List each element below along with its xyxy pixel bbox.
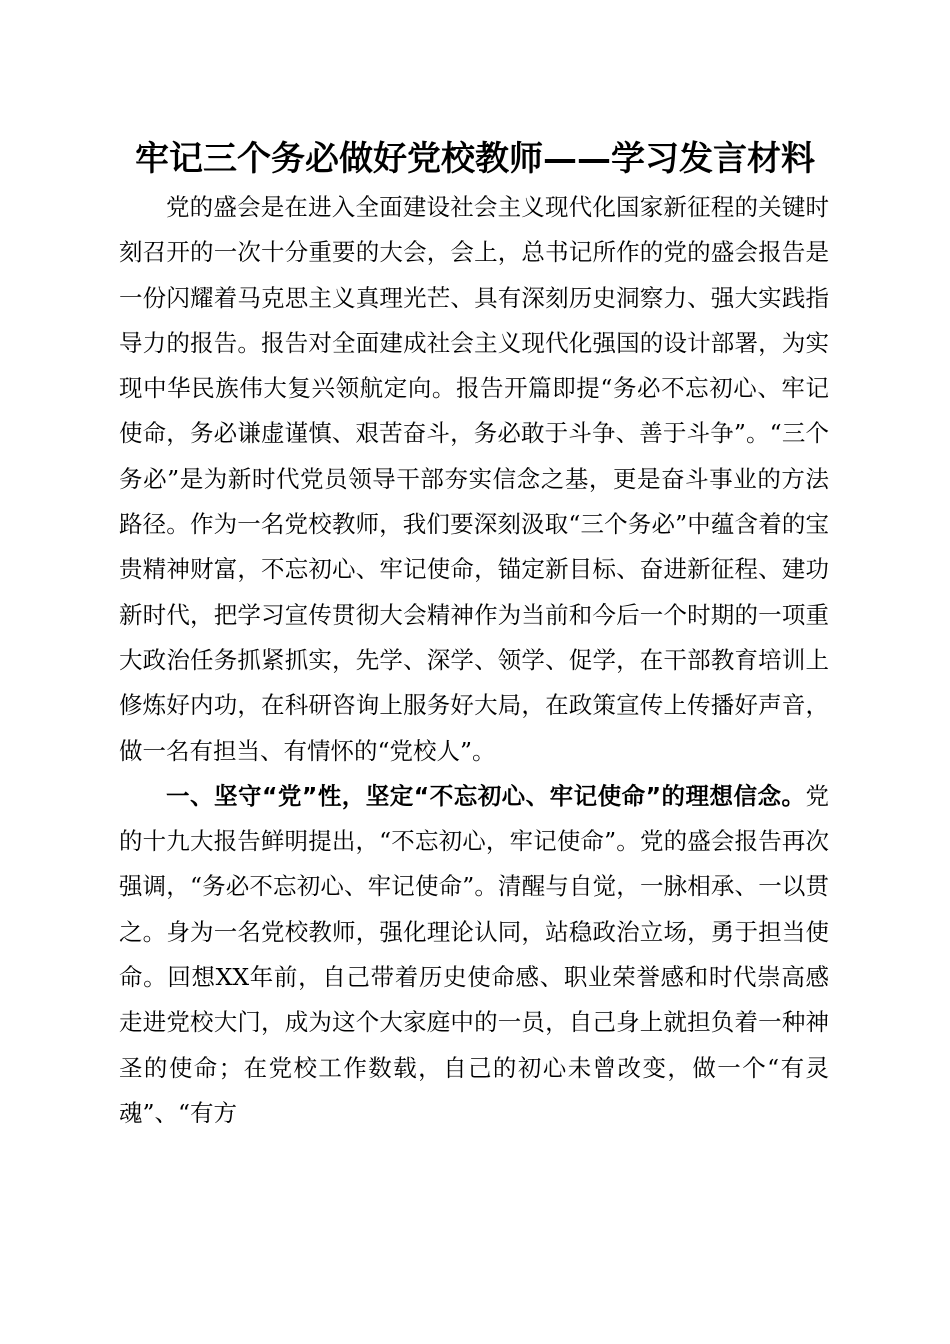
section-1-heading: 一、坚守“党”性，坚定“不忘初心、牢记使命”的理想信念。 bbox=[166, 781, 806, 810]
intro-paragraph-text: 党的盛会是在进入全面建设社会主义现代化国家新征程的关键时刻召开的一次十分重要的大会，会上，总书记所作的党的盛会报告是一份闪耀着马克思主义真理光芒、具有深刻历史洞察力、强大实践指导力的报告。报告对全面建成社会主义现代化强国的设计部署，为实现中华民族伟大复兴领航定向。报告开篇即提“务必不忘初心、牢记使命，务必谦虚谨慎、艰苦奋斗，务必敢于斗争、善于斗争”。“三个务必”是为新时代党员领导干部夯实信念之基，更是奋斗事业的方法路径。作为一名党校教师，我们要深刻汲取“三个务必”中蕴含着的宝贵精神财富，不忘初心、牢记使命，锚定新目标、奋进新征程、建功新时代，把学习宣传贯彻大会精神作为当前和今后一个时期的一项重大政治任务抓紧抓实，先学、深学、领学、促学，在干部教育培训上修炼好内功，在科研咨询上服务好大局，在政策宣传上传播好声音，做一名有担当、有情怀的“党校人”。 bbox=[119, 193, 829, 765]
section-1-paragraph bbox=[119, 774, 829, 1136]
document-title: 牢记三个务必做好党校教师——学习发言材料 bbox=[135, 139, 815, 179]
section-1-text: 党的十九大报告鲜明提出，“不忘初心，牢记使命”。党的盛会报告再次强调，“务必不忘初心、牢记使命”。清醒与自觉，一脉相承、一以贯之。身为一名党校教师，强化理论认同，站稳政治立场，勇于担当使命。回想XX年前，自己带着历史使命感、职业荣誉感和时代崇高感走进党校大门，成为这个大家庭中的一员，自己身上就担负着一种神圣的使命；在党校工作数载，自己的初心未曾改变，做一个“有灵魂”、“有方 bbox=[119, 781, 829, 1127]
document-body bbox=[119, 185, 829, 1136]
intro-paragraph bbox=[119, 185, 829, 774]
